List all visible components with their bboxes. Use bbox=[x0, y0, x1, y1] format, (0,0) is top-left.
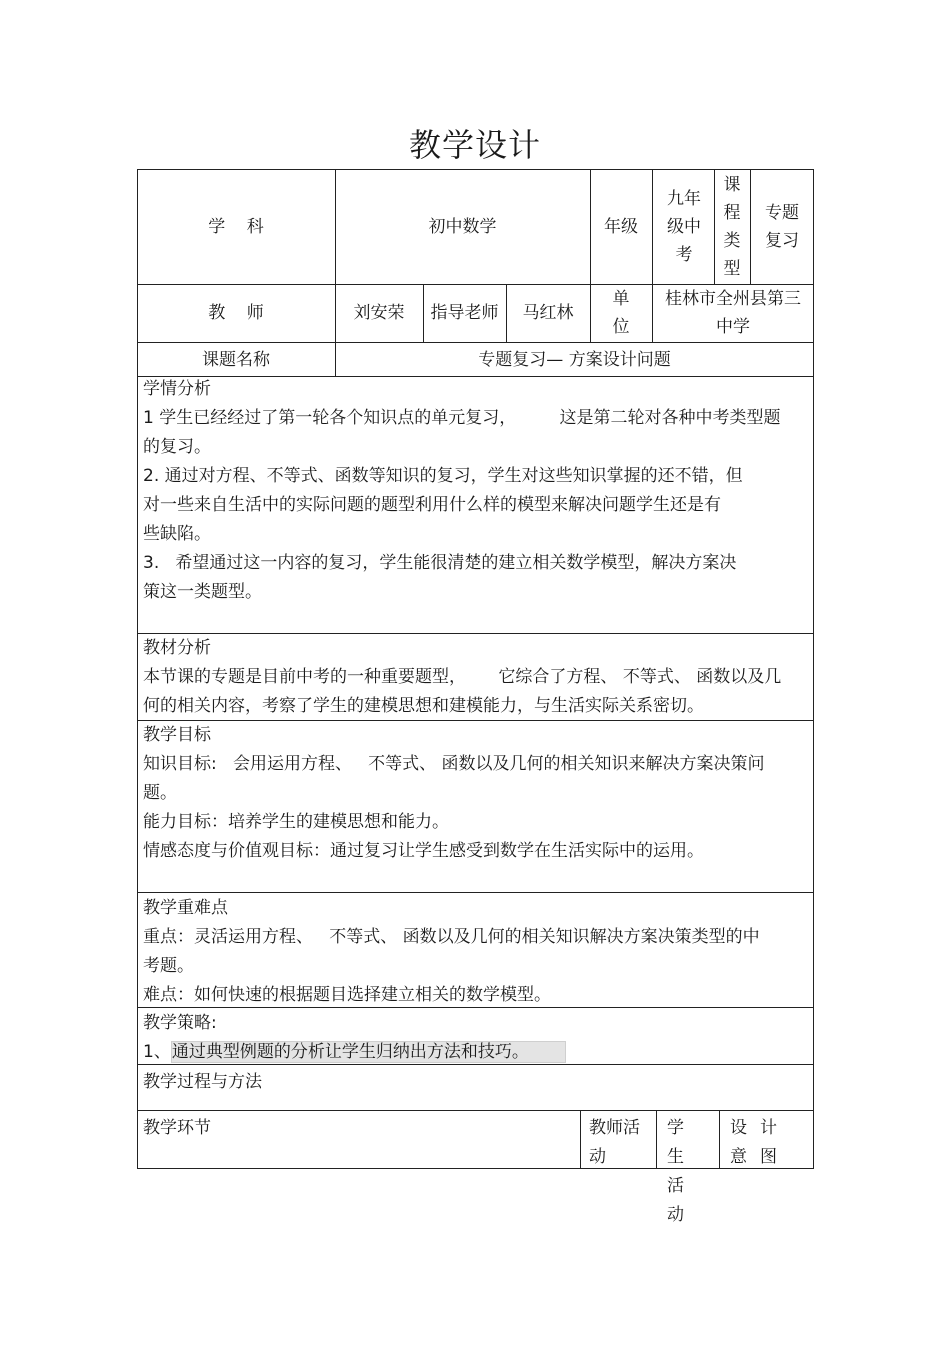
section-line: 些缺陷。 bbox=[143, 524, 211, 544]
learner-analysis-section bbox=[143, 375, 803, 607]
col-divider bbox=[652, 169, 653, 342]
col-divider bbox=[580, 1110, 581, 1168]
section-line: 3. 希望通过这一内容的复习，学生能很清楚的建立相关数学模型，解决方案决 bbox=[143, 553, 737, 573]
section-line: 何的相关内容，考察了学生的建模思想和建模能力，与生活实际关系密切。 bbox=[143, 696, 704, 716]
section-line: 难点：如何快速的根据题目选择建立相关的数学模型。 bbox=[143, 985, 551, 1005]
strategy-section bbox=[143, 1009, 803, 1067]
strategy-item-prefix: 1、 bbox=[143, 1042, 171, 1062]
process-heading: 教学过程与方法 bbox=[143, 1072, 262, 1092]
advisor-label: 指导老师 bbox=[430, 303, 499, 323]
col-design-intent: 设计意图 bbox=[730, 1118, 790, 1167]
col-teacher-activity: 教师活动 bbox=[589, 1118, 640, 1167]
section-line: 1 学生已经经过了第一轮各个知识点的单元复习， 这是第二轮对各种中考类型题 bbox=[143, 408, 781, 428]
topic-label: 课题名称 bbox=[202, 349, 270, 370]
section-line: 策这一类题型。 bbox=[143, 582, 262, 602]
section-heading: 教学重难点 bbox=[143, 898, 228, 918]
teacher-value: 刘安荣 bbox=[353, 303, 405, 323]
section-line: 情感态度与价值观目标：通过复习让学生感受到数学在生活实际中的运用。 bbox=[143, 841, 704, 861]
col-teaching-stage: 教学环节 bbox=[143, 1118, 211, 1138]
advisor-value: 马红林 bbox=[522, 303, 574, 323]
col-divider bbox=[423, 284, 424, 342]
section-line: 的复习。 bbox=[143, 437, 211, 457]
section-line: 能力目标：培养学生的建模思想和能力。 bbox=[143, 812, 449, 832]
col-divider bbox=[719, 1110, 720, 1168]
section-heading: 教学目标 bbox=[143, 725, 211, 745]
col-divider bbox=[590, 169, 591, 342]
section-line: 本节课的专题是目前中考的一种重要题型， 它综合了方程、 不等式、 函数以及几 bbox=[143, 667, 782, 687]
teaching-goals-section bbox=[143, 721, 803, 866]
section-heading: 学情分析 bbox=[143, 379, 211, 399]
section-divider bbox=[137, 892, 814, 893]
unit-label: 单位 bbox=[612, 289, 630, 337]
section-line: 重点：灵活运用方程、 不等式、 函数以及几何的相关知识解决方案决策类型的中 bbox=[143, 927, 760, 947]
unit-value: 桂林市全州县第三中学 bbox=[665, 289, 801, 337]
section-line: 对一些来自生活中的实际问题的题型利用什么样的模型来解决问题学生还是有 bbox=[143, 495, 721, 515]
col-divider bbox=[750, 169, 751, 284]
course-type-value: 专题复习 bbox=[765, 202, 799, 251]
section-divider bbox=[137, 1110, 814, 1111]
col-divider bbox=[656, 1110, 657, 1168]
grade-value: 九年级中考 bbox=[667, 188, 701, 265]
section-line: 2. 通过对方程、不等式、函数等知识的复习，学生对这些知识掌握的还不错，但 bbox=[143, 466, 743, 486]
key-points-section bbox=[143, 894, 803, 1010]
subject-label: 学 科 bbox=[208, 216, 264, 237]
grade-label: 年级 bbox=[604, 216, 638, 237]
col-student-activity: 学生活动 bbox=[667, 1118, 692, 1225]
material-analysis-section bbox=[143, 634, 808, 721]
section-heading: 教材分析 bbox=[143, 638, 211, 658]
section-line: 考题。 bbox=[143, 956, 194, 976]
col-divider bbox=[714, 169, 715, 284]
topic-value: 专题复习— 方案设计问题 bbox=[478, 349, 671, 370]
strategy-item-text: 通过典型例题的分析让学生归纳出方法和技巧。 bbox=[171, 1041, 566, 1063]
section-line: 知识目标: 会用运用方程、 不等式、 函数以及几何的相关知识来解决方案决策问 bbox=[143, 754, 765, 774]
strategy-item bbox=[143, 1038, 803, 1067]
course-type-label: 课程类型 bbox=[723, 174, 741, 279]
subject-value: 初中数学 bbox=[428, 216, 497, 237]
section-line: 题。 bbox=[143, 783, 177, 803]
teacher-label: 教 师 bbox=[208, 303, 264, 323]
section-heading: 教学策略: bbox=[143, 1013, 217, 1033]
page-title: 教学设计 bbox=[408, 126, 541, 164]
